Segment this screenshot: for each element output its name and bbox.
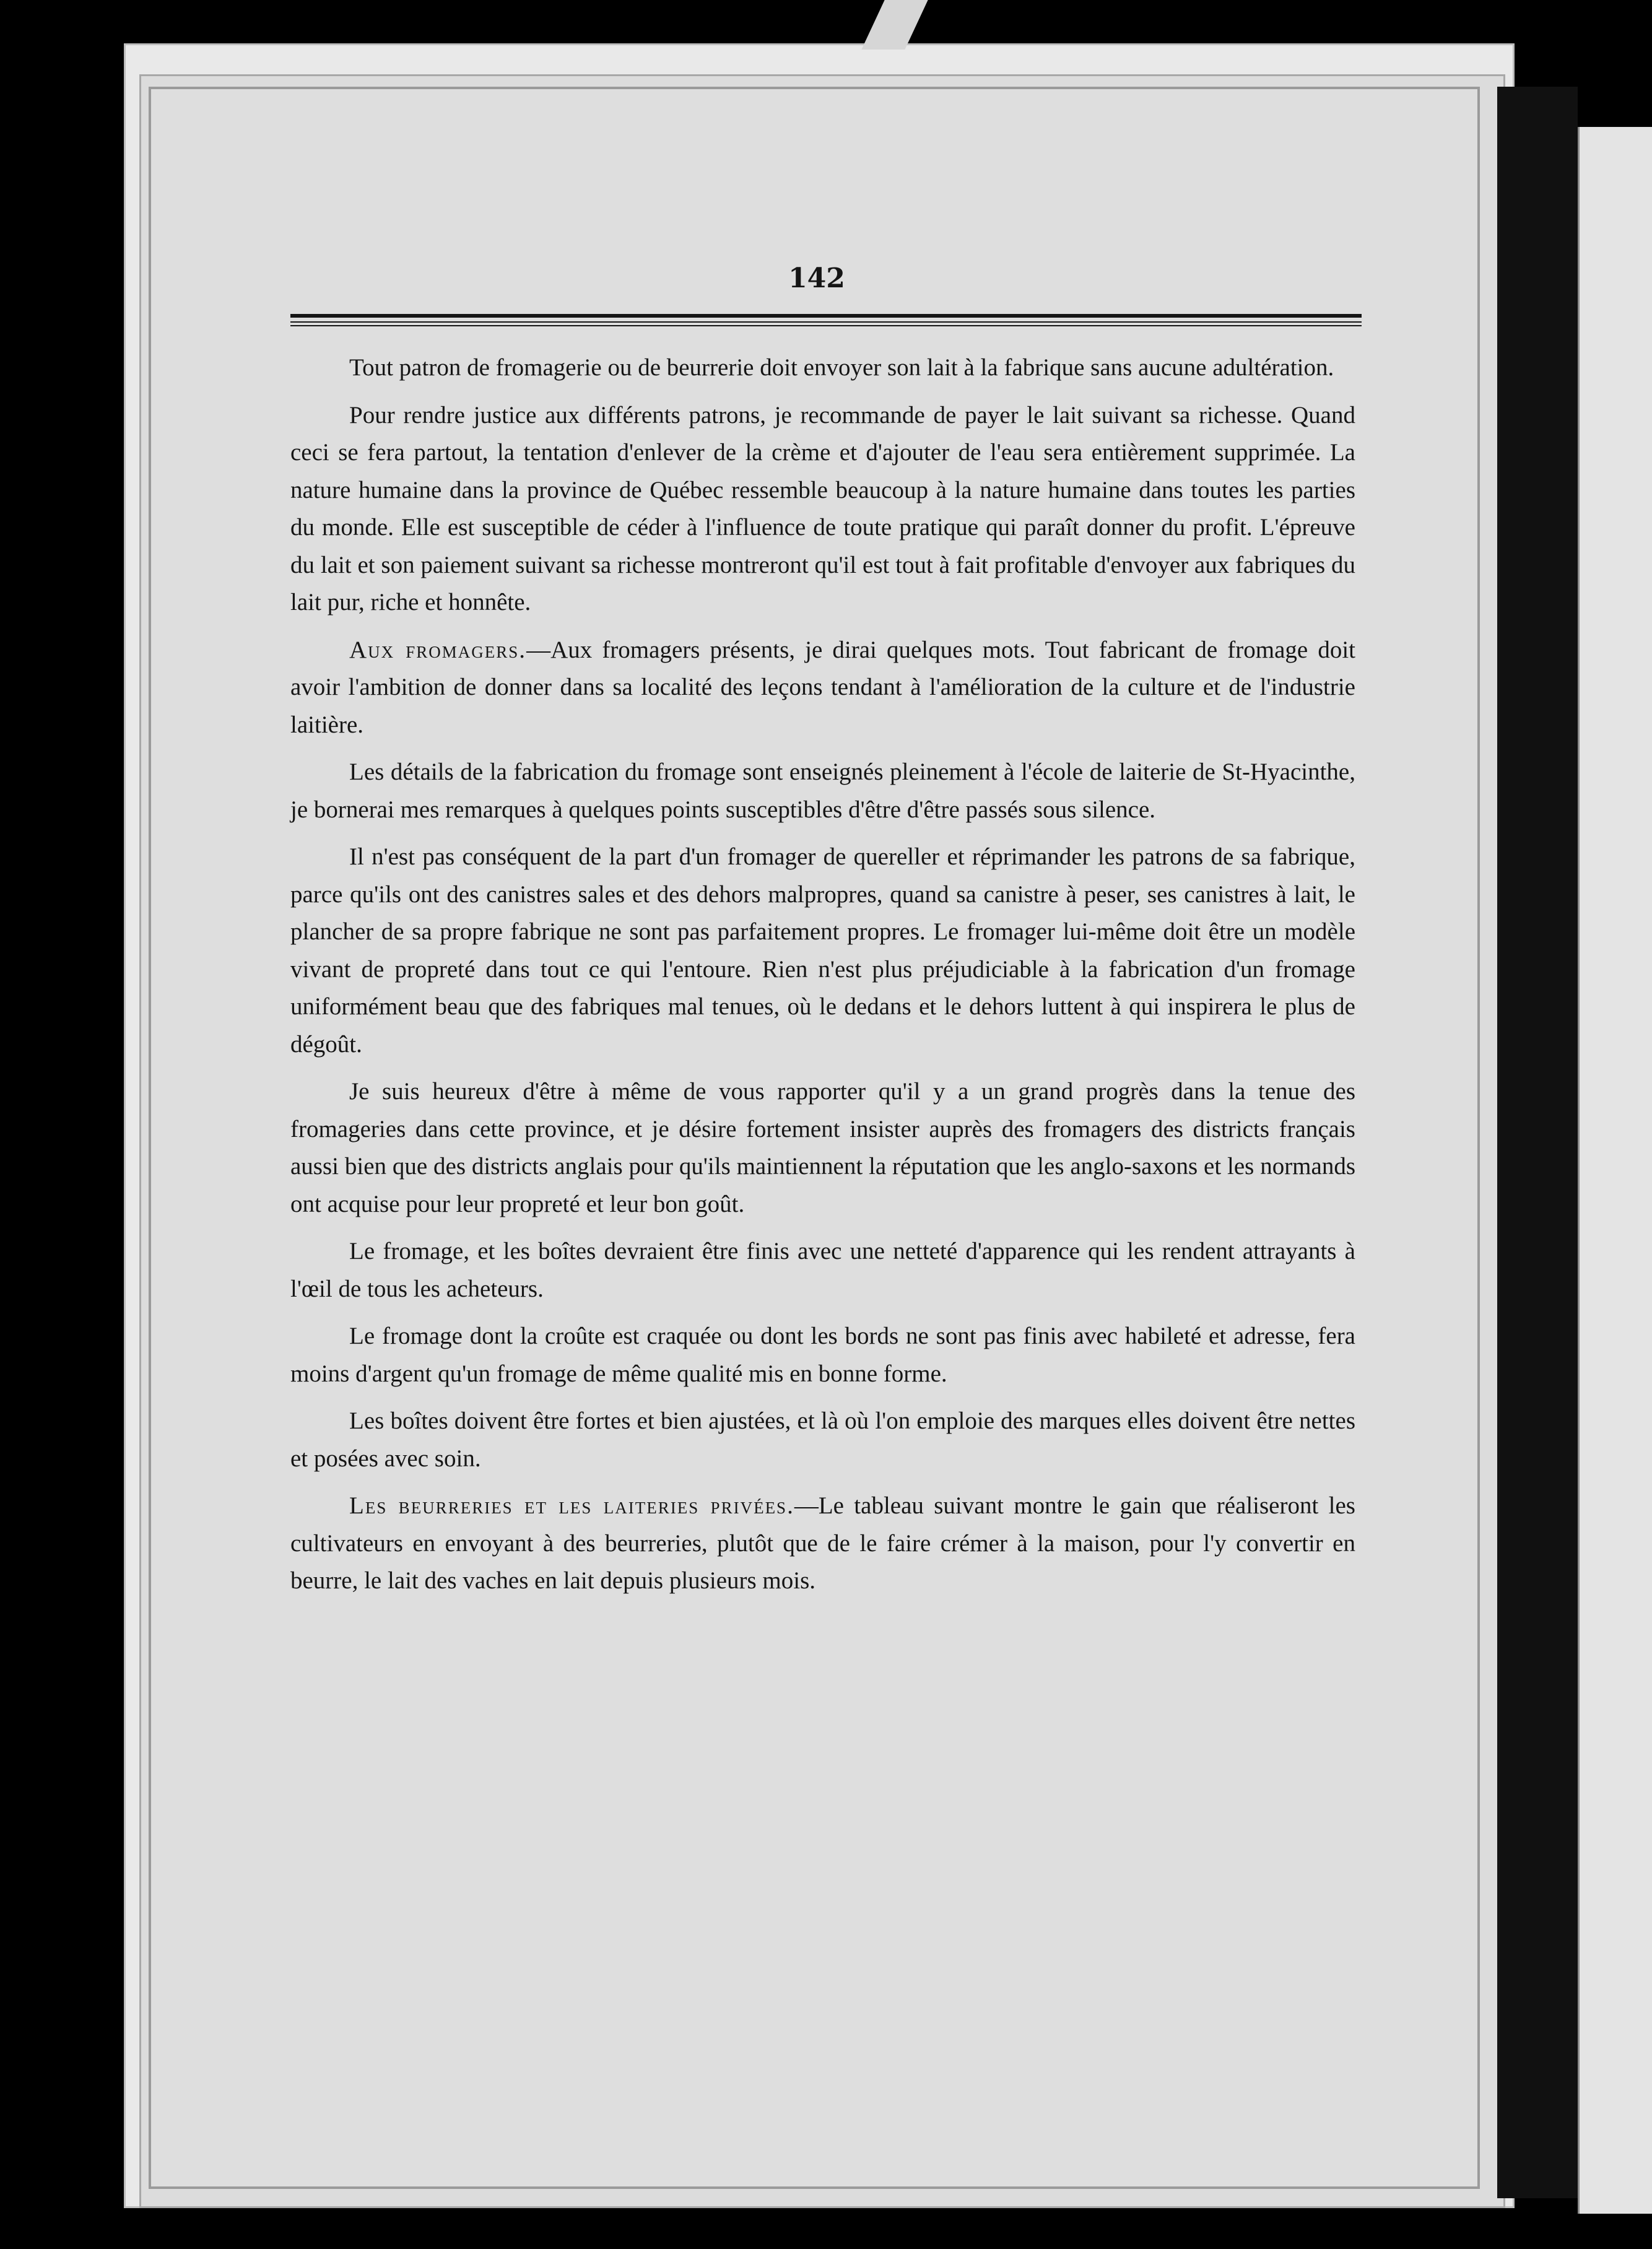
paragraph-text: Le fromage, et les boîtes devraient être finis avec une netteté d'apparence qui les rendent attrayants à l'œil de tous les acheteurs.	[290, 1238, 1355, 1302]
paragraph-text: —Aux fromagers présents, je dirai quelques mots. Tout fabricant de fromage doit avoir l'ambition de donner dans sa localité des leçons tendant à l'amélioration de la culture et de l'industrie laitière.	[290, 636, 1355, 738]
section-lead: Les beurreries et les laiteries privées.	[349, 1492, 794, 1519]
paragraph-text: Le fromage dont la croûte est craquée ou dont les bords ne sont pas finis avec habileté et adresse, fera moins d'argent qu'un fromage de même qualité mis en bonne forme.	[290, 1323, 1355, 1387]
paragraph	[290, 1318, 1355, 1393]
body-text	[290, 349, 1355, 1610]
paragraph-text: —Le tableau suivant montre le gain que réaliseront les cultivateurs en envoyant à des beurreries, plutôt que de le faire crémer à la maison, pour l'y convertir en beurre, le lait des vaches en lait depuis plusieurs mois.	[290, 1492, 1355, 1594]
paragraph-text: Je suis heureux d'être à même de vous rapporter qu'il y a un grand progrès dans la tenue des fromageries dans cette province, et je désire fortement insister auprès des fromagers des districts français aussi bien que des districts anglais pour qu'ils maintiennent la réputation que les anglo-saxons et les normands ont acquise pour leur propreté et leur bon goût.	[290, 1078, 1355, 1217]
paragraph	[290, 1233, 1355, 1308]
paragraph	[290, 1487, 1355, 1600]
header-rule	[290, 325, 1362, 326]
page-number: 142	[788, 263, 845, 294]
paragraph-text: Les boîtes doivent être fortes et bien ajustées, et là où l'on emploie des marques elles doivent être nettes et posées avec soin.	[290, 1407, 1355, 1472]
paragraph-text: Pour rendre justice aux différents patrons, je recommande de payer le lait suivant sa richesse. Quand ceci se fera partout, la tentation d'enlever de la crème et d'ajouter de l'eau sera entièrement supprimée. La nature humaine dans la province de Québec ressemble beaucoup à la nature humaine dans toutes les parties du monde. Elle est susceptible de céder à l'influence de toute pratique qui paraît donner du profit. L'épreuve du lait et son paiement suivant sa richesse montreront qu'il est tout à fait profitable d'envoyer aux fabriques du lait pur, riche et honnête.	[290, 401, 1355, 616]
paragraph-text: Tout patron de fromagerie ou de beurrerie doit envoyer son lait à la fabrique sans aucune adultération.	[349, 354, 1334, 381]
paragraph	[290, 1403, 1355, 1477]
paragraph	[290, 349, 1355, 387]
header-rule	[290, 321, 1362, 323]
paragraph	[290, 397, 1355, 622]
paragraph-text: Il n'est pas conséquent de la part d'un fromager de quereller et réprimander les patrons de sa fabrique, parce qu'ils ont des canistres sales et des dehors malpropres, quand sa canistre à peser, ses canistres à lait, le plancher de sa propre fabrique ne sont pas parfaitement propres. Le fromager lui-même doit être un modèle vivant de propreté dans tout ce qui l'entoure. Rien n'est plus préjudiciable à la fabrication d'un fromage uniformément beau que des fabriques mal tenues, où le dedans et le dehors luttent à qui inspirera le plus de dégoût.	[290, 843, 1355, 1058]
adjacent-page-edge	[1578, 127, 1652, 2214]
paragraph	[290, 754, 1355, 829]
paragraph	[290, 632, 1355, 744]
paragraph-text: Les détails de la fabrication du fromage sont enseignés pleinement à l'école de laiterie de St-Hyacinthe, je bornerai mes remarques à quelques points susceptibles d'être d'être passés sous silence.	[290, 759, 1355, 823]
header-rule	[290, 314, 1362, 318]
binding-gutter	[1497, 87, 1578, 2198]
paragraph	[290, 1073, 1355, 1223]
paragraph	[290, 838, 1355, 1063]
scan-artifact	[861, 0, 928, 50]
document-page	[149, 87, 1480, 2189]
section-lead: Aux fromagers.	[349, 636, 527, 663]
